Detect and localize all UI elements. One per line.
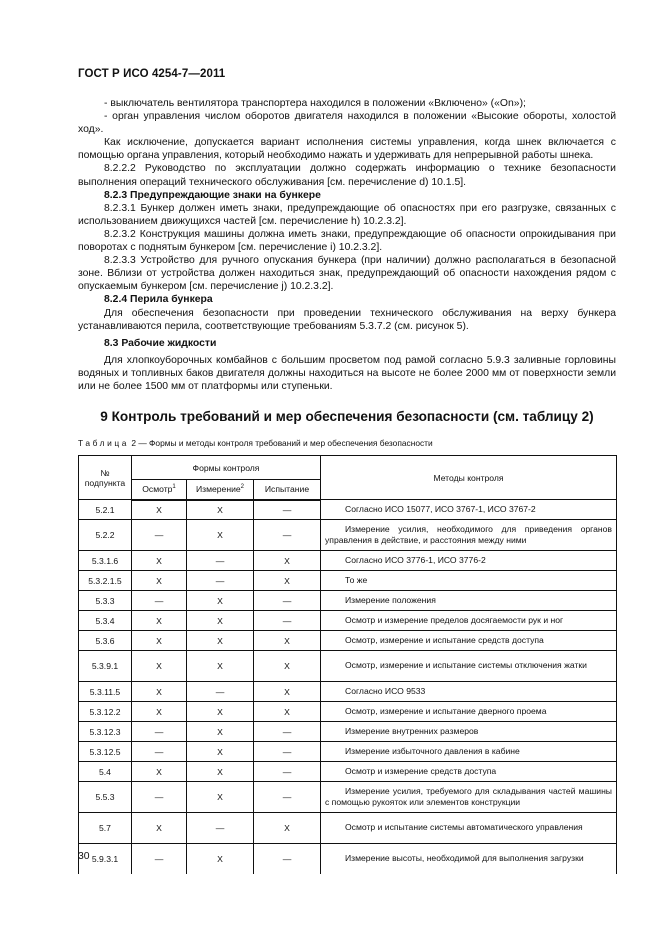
cell-inspection: X [132, 571, 187, 591]
table-row [79, 571, 617, 591]
cell-measurement: X [187, 702, 254, 722]
cell-inspection: X [132, 682, 187, 702]
table-row [79, 702, 617, 722]
cell-method [321, 500, 617, 520]
cell-method-text: Осмотр, измерение и испытание средств доступа [345, 634, 544, 645]
paragraph: - выключатель вентилятора транспортера находился в положении «Включено» («On»); [104, 98, 526, 109]
cell-method-text: Осмотр, измерение и испытание системы отключения жатки [345, 660, 587, 671]
cell-subclause: 5.4 [79, 762, 132, 782]
table-row [79, 500, 617, 520]
cell-method [321, 611, 617, 631]
cell-measurement: X [187, 762, 254, 782]
paragraph: Для обеспечения безопасности при проведении технического обслуживания на верху бункера устанавливаются перила, соответствующие требованиям 5.3.7.2 (см. рисунок 5). [78, 307, 616, 332]
cell-inspection: X [132, 651, 187, 682]
paragraph: 8.2.2.2 Руководство по эксплуатации должно содержать информацию о технике безопасности выполнения операций технического обслуживания [см. перечисление d) 10.1.5]. [78, 163, 616, 188]
paragraph: Для хлопкоуборочных комбайнов с большим просветом под рамой согласно 5.9.3 заливные горловины водяных и топливных баков двигателя должны находиться на высоте не более 2000 мм от поверхности земли или не более 1500 мм от платформы или ступеньки. [78, 354, 616, 392]
cell-method-text: Измерение усилия, необходимого для приведения органов управления в действие, и расстояния между ними [325, 523, 612, 545]
cell-method-text: Измерение высоты, необходимой для выполнения загрузки [345, 853, 584, 864]
cell-inspection: — [132, 742, 187, 762]
control-methods-table [78, 455, 617, 874]
cell-method [321, 571, 617, 591]
cell-measurement: X [187, 500, 254, 520]
cell-measurement: — [187, 682, 254, 702]
cell-method-text: Согласно ИСО 15077, ИСО 3767-1, ИСО 3767-2 [345, 503, 536, 514]
cell-subclause: 5.3.11.5 [79, 682, 132, 702]
cell-method [321, 782, 617, 813]
cell-subclause: 5.3.6 [79, 631, 132, 651]
table-caption-text: 2 — Формы и методы контроля требований и мер обеспечения безопасности [129, 438, 433, 448]
cell-inspection: — [132, 782, 187, 813]
table-row [79, 762, 617, 782]
cell-testing: X [254, 702, 321, 722]
cell-method-text: Осмотр и измерение пределов досягаемости рук и ног [345, 614, 564, 625]
cell-method-text: Согласно ИСО 3776-1, ИСО 3776-2 [345, 554, 486, 565]
cell-measurement: — [187, 551, 254, 571]
cell-testing: X [254, 682, 321, 702]
cell-measurement: — [187, 813, 254, 844]
paragraph: 8.2.3.3 Устройство для ручного опускания бункера (при наличии) должно располагаться в безопасной зоне. Вблизи от устройства должен находиться знак, предупреждающий об опасности нахождения рядом с опускаемым бункером [см. перечисление j) 10.2.3.2]. [78, 255, 616, 293]
cell-method-text: Измерение положения [345, 594, 436, 605]
body-text [78, 97, 616, 393]
header-forms-group: Формы контроля [132, 456, 321, 480]
cell-subclause: 5.3.1.6 [79, 551, 132, 571]
cell-subclause: 5.7 [79, 813, 132, 844]
cell-method [321, 762, 617, 782]
table-row [79, 844, 617, 875]
header-subclause-line2: подпункта [84, 477, 126, 488]
cell-subclause: 5.2.1 [79, 500, 132, 520]
cell-testing: — [254, 782, 321, 813]
cell-measurement: — [187, 571, 254, 591]
page-number: 30 [78, 851, 90, 862]
header-inspection-label: Осмотр [142, 484, 173, 495]
cell-testing: — [254, 520, 321, 551]
table-row [79, 682, 617, 702]
cell-method-text: Измерение внутренних размеров [345, 725, 479, 736]
cell-measurement: X [187, 611, 254, 631]
cell-method-text: Осмотр и испытание системы автоматического управления [345, 822, 583, 833]
cell-measurement: X [187, 782, 254, 813]
paragraph: Как исключение, допускается вариант исполнения системы управления, когда шнек включается с помощью органа управления, который необходимо нажать и удерживать для непрерывной работы шнека. [78, 137, 616, 162]
cell-measurement: X [187, 844, 254, 875]
subsection-heading: 8.2.4 Перила бункера [104, 294, 213, 306]
cell-method-text: То же [345, 574, 368, 585]
cell-subclause: 5.3.3 [79, 591, 132, 611]
cell-method [321, 591, 617, 611]
header-measurement [187, 480, 254, 500]
cell-subclause: 5.3.2.1.5 [79, 571, 132, 591]
table-row [79, 611, 617, 631]
paragraph: - орган управления числом оборотов двигателя находился в положении «Высокие обороты, холостой ход». [78, 111, 616, 136]
cell-method-text: Осмотр, измерение и испытание дверного проема [345, 705, 547, 716]
cell-measurement: X [187, 722, 254, 742]
table-row [79, 813, 617, 844]
cell-testing: X [254, 631, 321, 651]
cell-inspection: X [132, 762, 187, 782]
table-caption [78, 438, 433, 448]
cell-subclause: 5.9.3.1 [79, 844, 132, 875]
cell-testing: — [254, 844, 321, 875]
cell-method [321, 651, 617, 682]
cell-method-text: Измерение усилия, требуемого для складывания частей машины с помощью рукояток или элементов конструкции [325, 785, 612, 807]
cell-method-text: Согласно ИСО 9533 [345, 685, 426, 696]
cell-testing: X [254, 571, 321, 591]
cell-inspection: — [132, 722, 187, 742]
cell-subclause: 5.3.12.5 [79, 742, 132, 762]
cell-subclause: 5.3.9.1 [79, 651, 132, 682]
table-caption-prefix: Таблица [78, 438, 130, 448]
cell-measurement: X [187, 631, 254, 651]
cell-subclause: 5.2.2 [79, 520, 132, 551]
cell-measurement: X [187, 591, 254, 611]
cell-inspection: — [132, 591, 187, 611]
cell-testing: — [254, 500, 321, 520]
cell-subclause: 5.3.12.2 [79, 702, 132, 722]
cell-testing: — [254, 742, 321, 762]
cell-inspection: X [132, 813, 187, 844]
paragraph: 8.2.3.1 Бункер должен иметь знаки, предупреждающие об опасностях при его разгрузке, связанных с использованием движущихся частей [см. перечисление h) 10.2.3.2]. [78, 202, 616, 227]
cell-testing: — [254, 611, 321, 631]
cell-method [321, 682, 617, 702]
cell-inspection: X [132, 551, 187, 571]
cell-inspection: — [132, 520, 187, 551]
cell-inspection: — [132, 844, 187, 875]
cell-method [321, 813, 617, 844]
subsection-heading: 8.3 Рабочие жидкости [104, 337, 217, 349]
document-header: ГОСТ Р ИСО 4254-7—2011 [78, 68, 226, 80]
table-row [79, 591, 617, 611]
cell-method [321, 520, 617, 551]
table-row [79, 631, 617, 651]
header-inspection [132, 480, 187, 500]
cell-testing: — [254, 722, 321, 742]
table-row [79, 722, 617, 742]
header-subclause-line1: № [100, 467, 110, 478]
cell-method [321, 742, 617, 762]
cell-subclause: 5.3.12.3 [79, 722, 132, 742]
footnote-ref: 2 [240, 484, 245, 491]
table-row [79, 742, 617, 762]
cell-method [321, 844, 617, 875]
cell-measurement: X [187, 520, 254, 551]
cell-method-text: Осмотр и измерение средств доступа [345, 765, 497, 776]
table-row [79, 520, 617, 551]
cell-testing: X [254, 813, 321, 844]
subsection-heading: 8.2.3 Предупреждающие знаки на бункере [104, 189, 321, 201]
cell-testing: — [254, 591, 321, 611]
cell-inspection: X [132, 631, 187, 651]
cell-method [321, 702, 617, 722]
table-row [79, 782, 617, 813]
cell-method [321, 631, 617, 651]
header-methods: Методы контроля [321, 456, 617, 500]
section-title: 9 Контроль требований и мер обеспечения безопасности (см. таблицу 2) [100, 409, 594, 424]
cell-inspection: X [132, 611, 187, 631]
cell-measurement: X [187, 742, 254, 762]
cell-method [321, 551, 617, 571]
cell-subclause: 5.3.4 [79, 611, 132, 631]
cell-testing: X [254, 551, 321, 571]
header-measurement-label: Измерение [195, 484, 241, 495]
cell-subclause: 5.5.3 [79, 782, 132, 813]
cell-method [321, 722, 617, 742]
cell-inspection: X [132, 500, 187, 520]
cell-method-text: Измерение избыточного давления в кабине [345, 745, 520, 756]
header-testing: Испытание [254, 480, 321, 500]
table-row [79, 551, 617, 571]
cell-testing: X [254, 651, 321, 682]
table-row [79, 651, 617, 682]
footnote-ref: 1 [172, 484, 176, 491]
header-subclause [79, 456, 132, 500]
cell-testing: — [254, 762, 321, 782]
paragraph: 8.2.3.2 Конструкция машины должна иметь знаки, предупреждающие об опасности опрокидывания при поворотах с поднятым бункером [см. перечисление i) 10.2.3.2]. [78, 228, 616, 254]
cell-measurement: X [187, 651, 254, 682]
cell-inspection: X [132, 702, 187, 722]
